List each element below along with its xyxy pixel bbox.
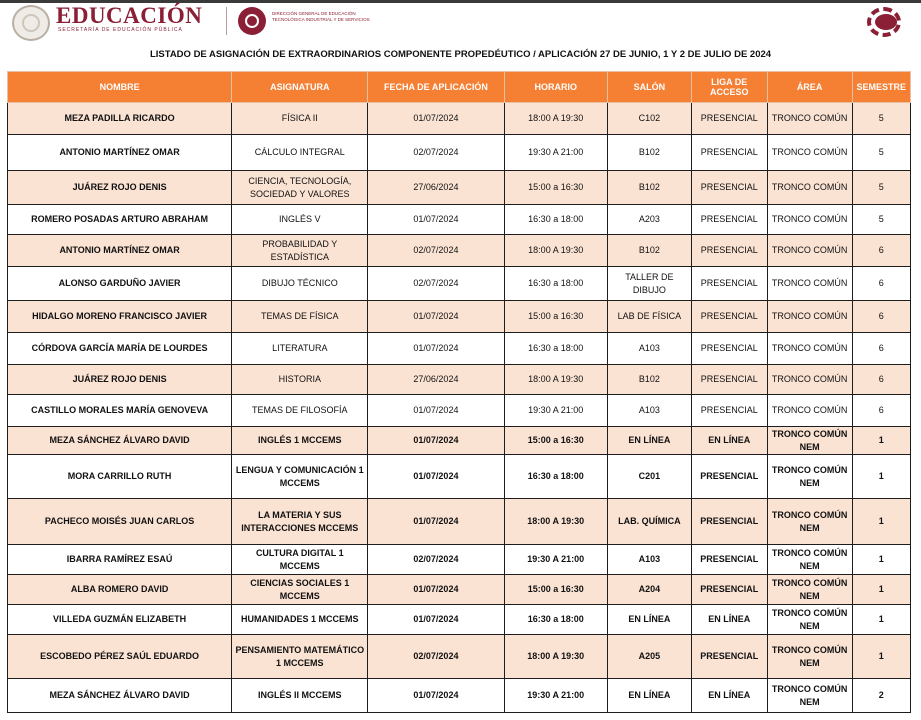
cell-fecha: 02/07/2024 — [368, 267, 504, 301]
cell-nombre: JUÁREZ ROJO DENIS — [8, 171, 232, 205]
cell-liga: PRESENCIAL — [691, 575, 767, 605]
cell-fecha: 01/07/2024 — [368, 679, 504, 713]
cell-nombre: MEZA PADILLA RICARDO — [8, 103, 232, 135]
table-row — [8, 171, 911, 205]
cell-nombre: CASTILLO MORALES MARÍA GENOVEVA — [8, 395, 232, 427]
cell-nombre: VILLEDA GUZMÁN ELIZABETH — [8, 605, 232, 635]
header-divider — [226, 7, 227, 35]
cell-asignatura: DIBUJO TÉCNICO — [232, 267, 368, 301]
school-gear-logo-icon — [859, 5, 913, 39]
cell-horario: 15:00 a 16:30 — [504, 575, 607, 605]
cell-asignatura: FÍSICA II — [232, 103, 368, 135]
cell-horario: 18:00 A 19:30 — [504, 365, 607, 395]
cell-area: TRONCO COMÚN — [767, 103, 852, 135]
cell-horario: 16:30 a 18:00 — [504, 605, 607, 635]
cell-semestre: 6 — [852, 267, 910, 301]
cell-salon: B102 — [607, 135, 691, 171]
cell-horario: 18:00 A 19:30 — [504, 103, 607, 135]
cell-fecha: 01/07/2024 — [368, 301, 504, 333]
cell-semestre: 5 — [852, 171, 910, 205]
cell-semestre: 6 — [852, 333, 910, 365]
table-row — [8, 395, 911, 427]
cell-liga: EN LÍNEA — [691, 679, 767, 713]
cell-area: TRONCO COMÚN — [767, 395, 852, 427]
cell-horario: 19:30 A 21:00 — [504, 679, 607, 713]
cell-asignatura: CULTURA DIGITAL 1 MCCEMS — [232, 545, 368, 575]
cell-area: TRONCO COMÚN — [767, 171, 852, 205]
cell-nombre: ESCOBEDO PÉREZ SAÚL EDUARDO — [8, 635, 232, 679]
cell-salon: A103 — [607, 545, 691, 575]
cell-liga: PRESENCIAL — [691, 301, 767, 333]
cell-liga: PRESENCIAL — [691, 395, 767, 427]
cell-area: TRONCO COMÚN — [767, 365, 852, 395]
cell-nombre: ALONSO GARDUÑO JAVIER — [8, 267, 232, 301]
cell-horario: 18:00 A 19:30 — [504, 499, 607, 545]
cell-salon: TALLER DE DIBUJO — [607, 267, 691, 301]
table-row — [8, 545, 911, 575]
cell-semestre: 1 — [852, 605, 910, 635]
column-header-nombre: NOMBRE — [8, 72, 232, 103]
cell-liga: PRESENCIAL — [691, 171, 767, 205]
cell-asignatura: LA MATERIA Y SUS INTERACCIONES MCCEMS — [232, 499, 368, 545]
cell-asignatura: HISTORIA — [232, 365, 368, 395]
cell-fecha: 01/07/2024 — [368, 455, 504, 499]
cell-liga: EN LÍNEA — [691, 427, 767, 455]
cell-semestre: 1 — [852, 455, 910, 499]
cell-salon: LAB DE FÍSICA — [607, 301, 691, 333]
cell-horario: 19:30 A 21:00 — [504, 545, 607, 575]
brand-subtitle: SECRETARÍA DE EDUCACIÓN PÚBLICA — [58, 27, 183, 33]
cell-asignatura: CIENCIAS SOCIALES 1 MCCEMS — [232, 575, 368, 605]
cell-fecha: 01/07/2024 — [368, 605, 504, 635]
brand-title: EDUCACIÓN — [56, 3, 203, 28]
national-seal-icon — [12, 5, 50, 41]
table-row — [8, 499, 911, 545]
cell-horario: 19:30 A 21:00 — [504, 135, 607, 171]
cell-area: TRONCO COMÚN NEM — [767, 679, 852, 713]
cell-nombre: MEZA SÁNCHEZ ÁLVARO DAVID — [8, 679, 232, 713]
cell-salon: A205 — [607, 635, 691, 679]
cell-horario: 15:00 a 16:30 — [504, 301, 607, 333]
cell-salon: EN LÍNEA — [607, 605, 691, 635]
column-header-semestre: SEMESTRE — [852, 72, 910, 103]
table-row — [8, 333, 911, 365]
cell-nombre: MEZA SÁNCHEZ ÁLVARO DAVID — [8, 427, 232, 455]
cell-fecha: 02/07/2024 — [368, 635, 504, 679]
column-header-horario: HORARIO — [504, 72, 607, 103]
cell-horario: 18:00 A 19:30 — [504, 635, 607, 679]
cell-fecha: 02/07/2024 — [368, 135, 504, 171]
cell-fecha: 01/07/2024 — [368, 333, 504, 365]
table-row — [8, 679, 911, 713]
cell-horario: 16:30 a 18:00 — [504, 267, 607, 301]
cell-salon: B102 — [607, 365, 691, 395]
cell-salon: B102 — [607, 171, 691, 205]
table-header-row — [8, 72, 911, 103]
cell-semestre: 1 — [852, 545, 910, 575]
cell-asignatura: INGLÉS II MCCEMS — [232, 679, 368, 713]
cell-horario: 16:30 a 18:00 — [504, 455, 607, 499]
table-row — [8, 575, 911, 605]
cell-semestre: 2 — [852, 679, 910, 713]
column-header-salon: SALÓN — [607, 72, 691, 103]
column-header-fecha: FECHA DE APLICACIÓN — [368, 72, 504, 103]
table-body — [8, 103, 911, 713]
cell-semestre: 1 — [852, 575, 910, 605]
cell-asignatura: PROBABILIDAD Y ESTADÍSTICA — [232, 235, 368, 267]
cell-salon: A103 — [607, 395, 691, 427]
cell-liga: PRESENCIAL — [691, 235, 767, 267]
cell-asignatura: INGLÉS V — [232, 205, 368, 235]
table-row — [8, 427, 911, 455]
cell-liga: PRESENCIAL — [691, 135, 767, 171]
cell-semestre: 5 — [852, 103, 910, 135]
cell-area: TRONCO COMÚN — [767, 135, 852, 171]
document-title: LISTADO DE ASIGNACIÓN DE EXTRAORDINARIOS COMPONENTE PROPEDÉUTICO / APLICACIÓN 27 DE JUNIO, 1 Y 2 DE JULIO DE 2024 — [149, 49, 772, 60]
cell-fecha: 01/07/2024 — [368, 395, 504, 427]
cell-salon: A103 — [607, 333, 691, 365]
table-row — [8, 635, 911, 679]
cell-nombre: PACHECO MOISÉS JUAN CARLOS — [8, 499, 232, 545]
cell-liga: EN LÍNEA — [691, 605, 767, 635]
cell-semestre: 6 — [852, 235, 910, 267]
cell-nombre: IBARRA RAMÍREZ ESAÚ — [8, 545, 232, 575]
cell-liga: PRESENCIAL — [691, 365, 767, 395]
table-row — [8, 365, 911, 395]
table-row — [8, 605, 911, 635]
cell-liga: PRESENCIAL — [691, 545, 767, 575]
cell-liga: PRESENCIAL — [691, 205, 767, 235]
cell-nombre: ROMERO POSADAS ARTURO ABRAHAM — [8, 205, 232, 235]
cell-salon: EN LÍNEA — [607, 679, 691, 713]
cell-salon: EN LÍNEA — [607, 427, 691, 455]
cell-fecha: 01/07/2024 — [368, 575, 504, 605]
column-header-liga: LIGA DE ACCESO — [691, 72, 767, 103]
cell-area: TRONCO COMÚN — [767, 333, 852, 365]
cell-fecha: 27/06/2024 — [368, 171, 504, 205]
cell-area: TRONCO COMÚN NEM — [767, 635, 852, 679]
cell-area: TRONCO COMÚN — [767, 205, 852, 235]
cell-asignatura: INGLÉS 1 MCCEMS — [232, 427, 368, 455]
cell-liga: PRESENCIAL — [691, 103, 767, 135]
cell-asignatura: LITERATURA — [232, 333, 368, 365]
gear-core-icon — [875, 14, 897, 30]
cell-fecha: 27/06/2024 — [368, 365, 504, 395]
cell-asignatura: CÁLCULO INTEGRAL — [232, 135, 368, 171]
assignment-table — [7, 71, 911, 713]
cell-semestre: 6 — [852, 365, 910, 395]
cell-area: TRONCO COMÚN NEM — [767, 455, 852, 499]
cell-salon: A204 — [607, 575, 691, 605]
cell-area: TRONCO COMÚN — [767, 301, 852, 333]
cell-nombre: JUÁREZ ROJO DENIS — [8, 365, 232, 395]
table-row — [8, 235, 911, 267]
cell-asignatura: LENGUA Y COMUNICACIÓN 1 MCCEMS — [232, 455, 368, 499]
table-row — [8, 205, 911, 235]
cell-liga: PRESENCIAL — [691, 333, 767, 365]
table-row — [8, 267, 911, 301]
agency-text: DIRECCIÓN GENERAL DE EDUCACIÓN TECNOLÓGICA INDUSTRIAL Y DE SERVICIOS — [272, 11, 370, 22]
table-row — [8, 103, 911, 135]
cell-nombre: HIDALGO MORENO FRANCISCO JAVIER — [8, 301, 232, 333]
cell-area: TRONCO COMÚN — [767, 267, 852, 301]
cell-asignatura: TEMAS DE FÍSICA — [232, 301, 368, 333]
column-header-asignatura: ASIGNATURA — [232, 72, 368, 103]
cell-fecha: 02/07/2024 — [368, 235, 504, 267]
cell-asignatura: TEMAS DE FILOSOFÍA — [232, 395, 368, 427]
cell-horario: 15:00 a 16:30 — [504, 171, 607, 205]
cell-liga: PRESENCIAL — [691, 267, 767, 301]
cell-nombre: ALBA ROMERO DAVID — [8, 575, 232, 605]
cell-salon: LAB. QUÍMICA — [607, 499, 691, 545]
cell-semestre: 1 — [852, 499, 910, 545]
table-row — [8, 455, 911, 499]
cell-salon: B102 — [607, 235, 691, 267]
cell-area: TRONCO COMÚN NEM — [767, 499, 852, 545]
cell-nombre: CÓRDOVA GARCÍA MARÍA DE LOURDES — [8, 333, 232, 365]
letterhead — [0, 3, 921, 43]
cell-asignatura: HUMANIDADES 1 MCCEMS — [232, 605, 368, 635]
cell-fecha: 02/07/2024 — [368, 545, 504, 575]
cell-liga: PRESENCIAL — [691, 635, 767, 679]
cell-salon: A203 — [607, 205, 691, 235]
cell-salon: C201 — [607, 455, 691, 499]
cell-fecha: 01/07/2024 — [368, 499, 504, 545]
cell-horario: 16:30 a 18:00 — [504, 205, 607, 235]
cell-horario: 19:30 A 21:00 — [504, 395, 607, 427]
cell-semestre: 6 — [852, 395, 910, 427]
cell-semestre: 1 — [852, 635, 910, 679]
cell-asignatura: CIENCIA, TECNOLOGÍA, SOCIEDAD Y VALORES — [232, 171, 368, 205]
cell-liga: PRESENCIAL — [691, 499, 767, 545]
cell-nombre: MORA CARRILLO RUTH — [8, 455, 232, 499]
table-row — [8, 135, 911, 171]
cell-asignatura: PENSAMIENTO MATEMÁTICO 1 MCCEMS — [232, 635, 368, 679]
cell-area: TRONCO COMÚN NEM — [767, 427, 852, 455]
cell-area: TRONCO COMÚN NEM — [767, 605, 852, 635]
cell-fecha: 01/07/2024 — [368, 427, 504, 455]
cell-nombre: ANTONIO MARTÍNEZ OMAR — [8, 235, 232, 267]
cell-horario: 16:30 a 18:00 — [504, 333, 607, 365]
cell-semestre: 5 — [852, 205, 910, 235]
cell-area: TRONCO COMÚN NEM — [767, 575, 852, 605]
column-header-area: ÁREA — [767, 72, 852, 103]
cell-horario: 15:00 a 16:30 — [504, 427, 607, 455]
cell-salon: C102 — [607, 103, 691, 135]
cell-semestre: 6 — [852, 301, 910, 333]
cell-area: TRONCO COMÚN NEM — [767, 545, 852, 575]
cell-nombre: ANTONIO MARTÍNEZ OMAR — [8, 135, 232, 171]
cell-fecha: 01/07/2024 — [368, 205, 504, 235]
cell-semestre: 1 — [852, 427, 910, 455]
table-row — [8, 301, 911, 333]
cell-area: TRONCO COMÚN — [767, 235, 852, 267]
cell-liga: PRESENCIAL — [691, 455, 767, 499]
cell-semestre: 5 — [852, 135, 910, 171]
cell-fecha: 01/07/2024 — [368, 103, 504, 135]
dgeti-logo-icon — [238, 7, 266, 35]
cell-horario: 18:00 A 19:30 — [504, 235, 607, 267]
